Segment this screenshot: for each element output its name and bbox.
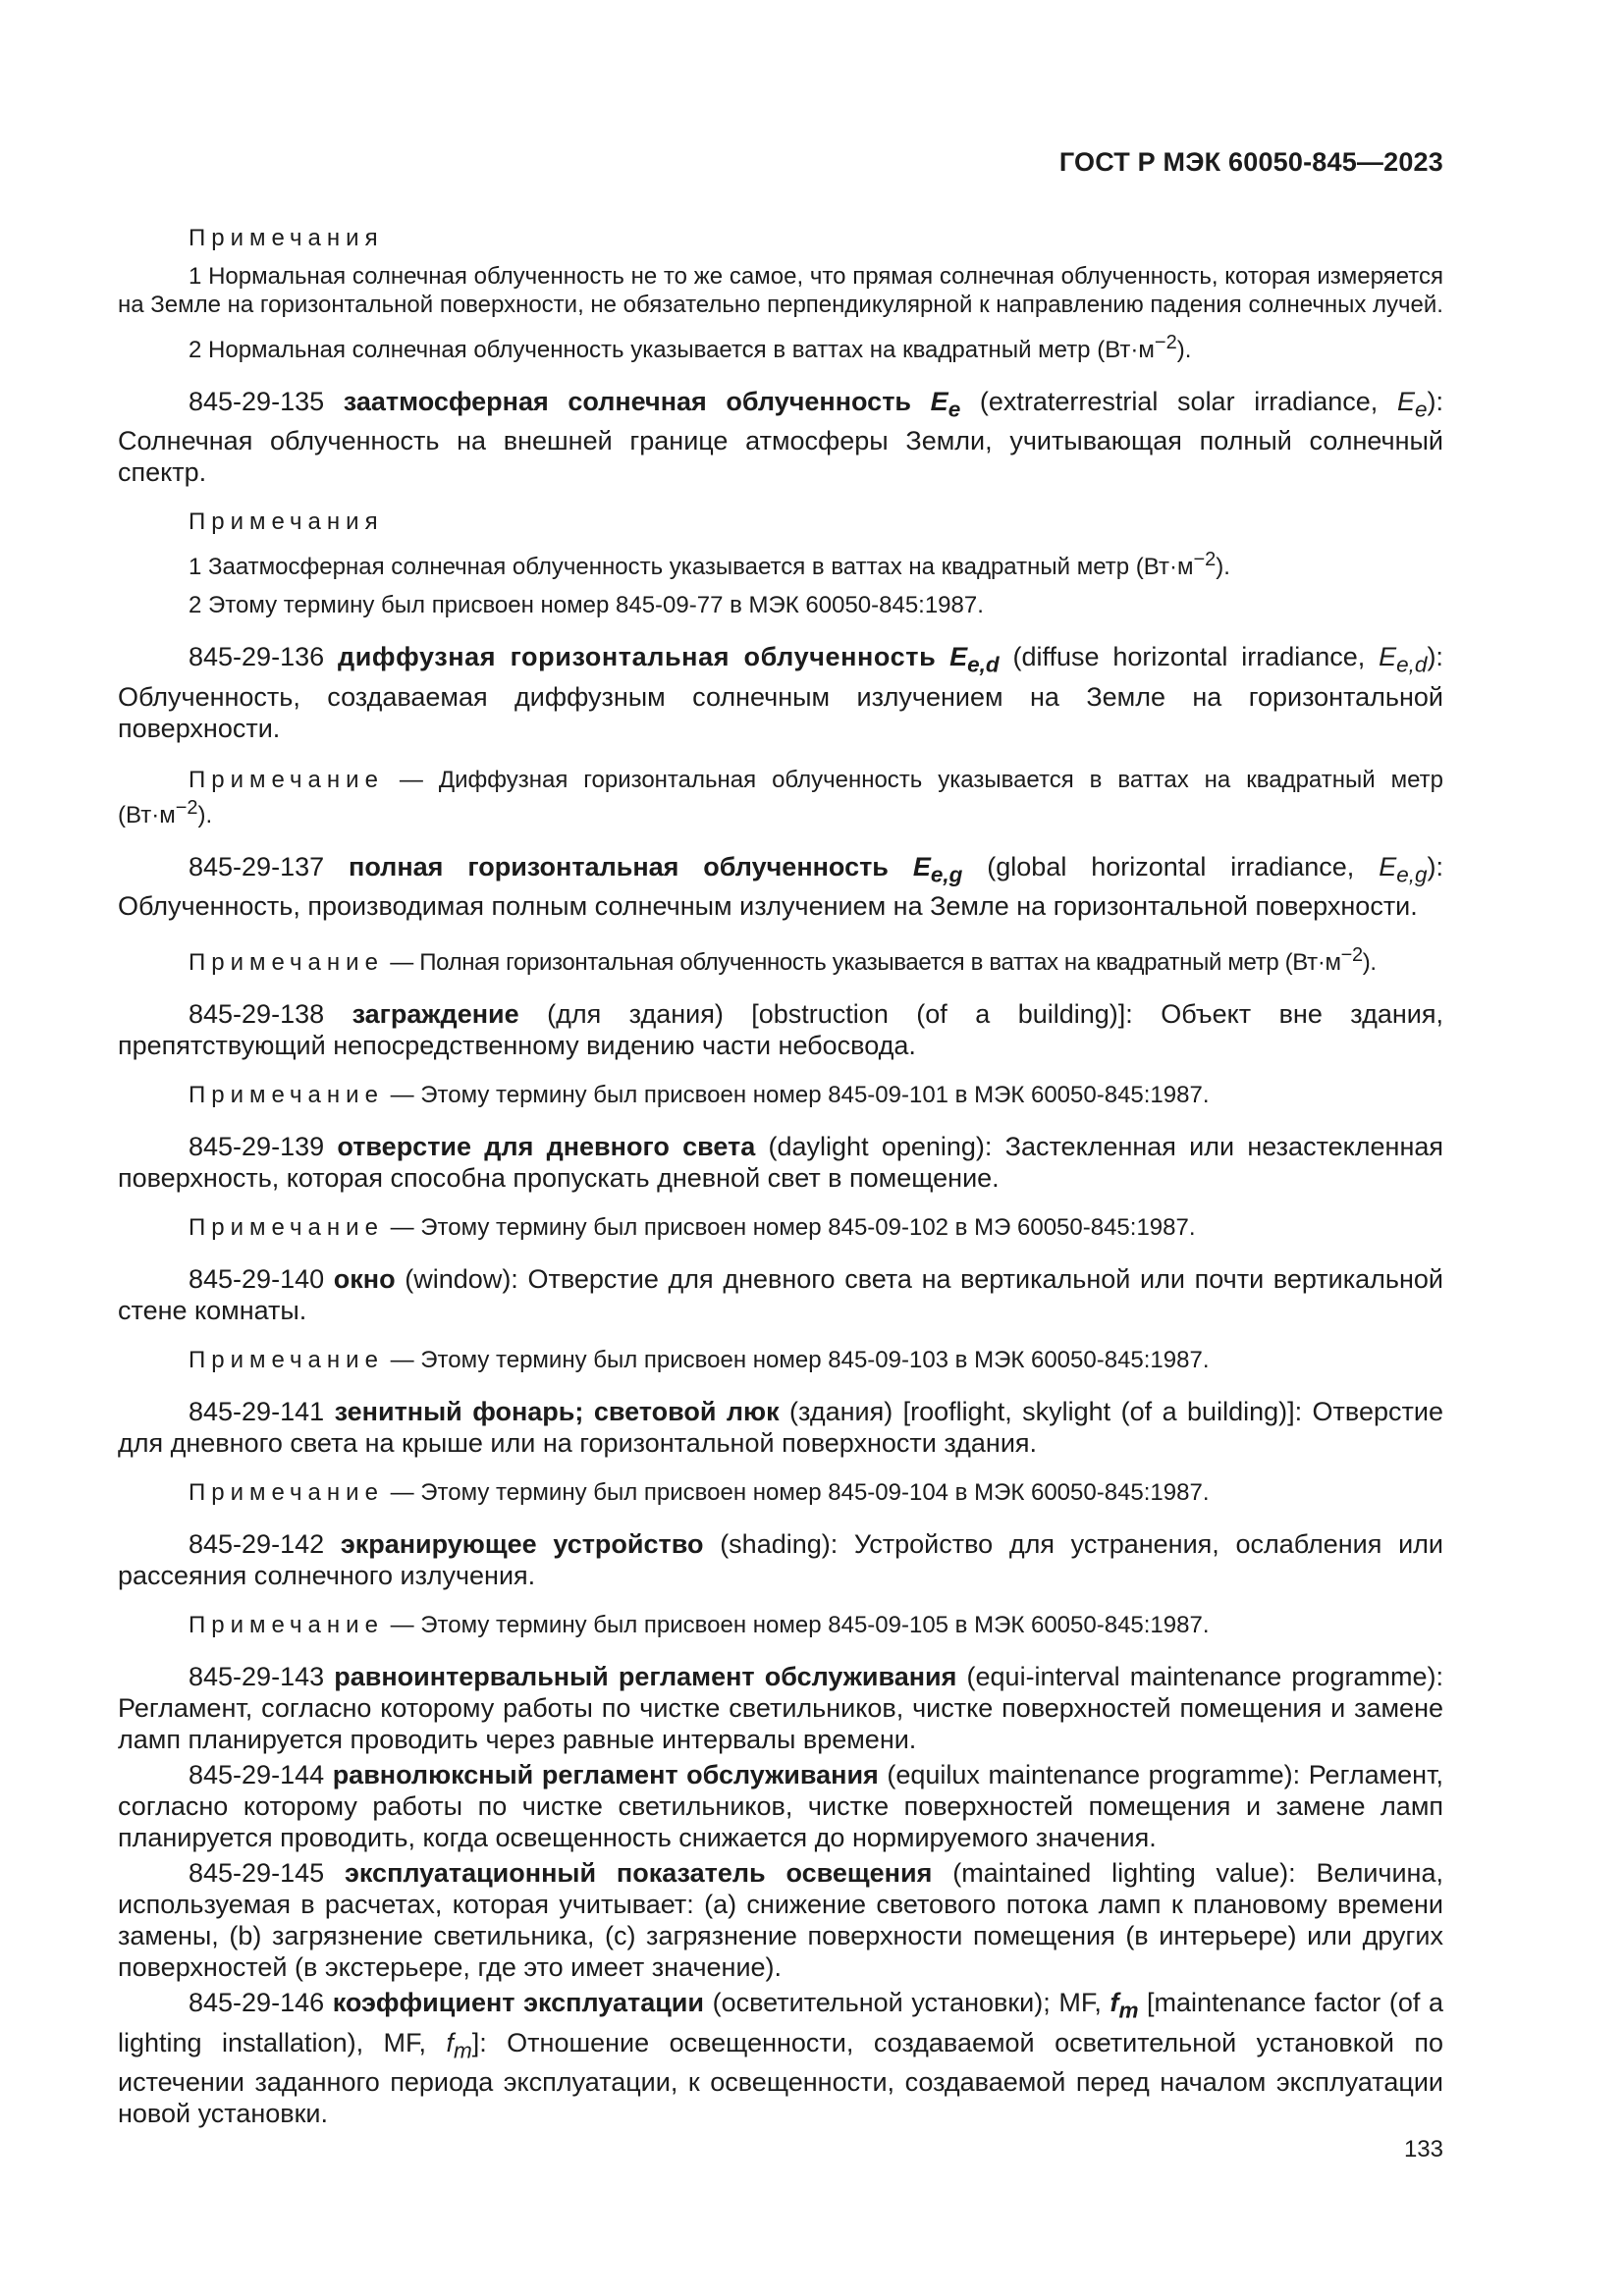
term-symbol: E — [930, 387, 948, 416]
term-entry-145 — [118, 1857, 1443, 1983]
term-number: 845-29-139 — [189, 1132, 325, 1162]
note-inline: Примечание — Этому термину был присвоен номер 845-09-103 в МЭК 60050-845:1987. — [189, 1347, 1210, 1374]
note-inline: Примечание — Диффузная горизонтальная облученность указывается в ваттах на квадратный метр $(Вт\cdot м^{-2})$. — [118, 766, 1443, 828]
term-entry-139 — [118, 1131, 1443, 1194]
term-number: 845-29-141 — [189, 1397, 325, 1427]
term-name: эксплуатационный показатель освещения — [344, 1858, 933, 1889]
note-inline: Примечание — Этому термину был присвоен номер 845-09-101 в МЭК 60050-845:1987. — [189, 1082, 1210, 1109]
term-number: 845-29-136 — [189, 642, 325, 672]
term-entry-142 — [118, 1528, 1443, 1591]
note-inline: Примечание — Полная горизонтальная облученность указывается в ваттах на квадратный метр $(Вт\cdot м^{-2})$. — [189, 944, 1377, 977]
term-name: заграждение — [352, 999, 519, 1030]
note-inline: Примечание — Этому термину был присвоен номер 845-09-104 в МЭК 60050-845:1987. — [189, 1479, 1210, 1507]
term-number: 845-29-138 — [189, 999, 325, 1030]
note-item: 2 Этому термину был присвоен номер 845-09-77 в МЭК 60050-845:1987. — [189, 592, 984, 619]
term-definition: (shading): Устройство для устранения, ослабления или рассеяния солнечного излучения. — [118, 1529, 1443, 1591]
term-entry-141 — [118, 1396, 1443, 1459]
term-definition: ): Солнечная облученность на внешней границе атмосферы Земли, учитывающая полный солнечный спектр. — [118, 387, 1443, 488]
term-symbol: E — [949, 642, 968, 672]
term-definition: ): Облученность, производимая полным солнечным излучением на Земле на горизонтальной поверхности. — [118, 851, 1443, 922]
term-definition: ]: Отношение освещенности, создаваемой осветительной установкой по истечении заданного периода эксплуатации, к освещенности, создаваемой перед началом эксплуатации новой установки. — [118, 2027, 1443, 2128]
term-entry-135: 845-29-135 заатмосферная солнечная облученность $E_e$ (extraterrestrial solar irradiance, $E_e$): Солнечная облученность на внешней границе атмосферы Земли, учитывающая полный солнечный спектр. — [118, 387, 1443, 488]
term-symbol: f — [1110, 1988, 1119, 2018]
term-entry-144 — [118, 1759, 1443, 1853]
term-number: 845-29-140 — [189, 1264, 325, 1295]
term-number: 845-29-143 — [189, 1662, 325, 1692]
term-definition: (здания) [rooflight, skylight (of a building)]: Отверстие для дневного света на крыше или на горизонтальной поверхности здания. — [118, 1397, 1443, 1459]
term-entry-138 — [118, 998, 1443, 1061]
term-entry-137: 845-29-137 полная горизонтальная облученность $E_{e,g}$ (global horizontal irradiance, $E_{e,g}$): Облученность, производимая полным солнечным излучением на Земле на горизонтальной поверхности. — [118, 851, 1443, 922]
term-name: равноинтервальный регламент обслуживания — [334, 1662, 957, 1692]
note-inline: Примечание — Этому термину был присвоен номер 845-09-105 в МЭК 60050-845:1987. — [189, 1612, 1210, 1639]
term-entry-140 — [118, 1263, 1443, 1326]
note-inline: Примечание — Этому термину был присвоен номер 845-09-102 в МЭ 60050-845:1987. — [189, 1214, 1196, 1242]
document-code-header: ГОСТ Р МЭК 60050-845—2023 — [1058, 147, 1443, 177]
term-definition: (maintained lighting value): Величина, используемая в расчетах, которая учитывает: (a) снижение светового потока ламп к плановому времени замены, (b) загрязнение светильника, (c) загрязнение поверхности помещения (в интерьере) или других поверхностей (в экстерьере, где это имеет значение). — [118, 1858, 1443, 1983]
term-definition: ): Облученность, создаваемая диффузным солнечным излучением на Земле на горизонтальной поверхности. — [118, 642, 1443, 743]
term-definition: (window): Отверстие для дневного света на вертикальной или почти вертикальной стене комнаты. — [118, 1264, 1443, 1326]
term-definition: (equilux maintenance programme): Регламент, согласно которому работы по чистке светильников, чистке поверхностей помещения и замене ламп планируется проводить, когда освещенность снижается до нормируемого значения. — [118, 1760, 1443, 1853]
note-item: 1 Нормальная солнечная облученность не то же самое, что прямая солнечная облученность, которая измеряется на Земле на горизонтальной поверхности, не обязательно перпендикулярной к направлению падения солнечных лучей. — [118, 263, 1443, 318]
term-definition: (equi-interval maintenance programme): Регламент, согласно которому работы по чистке светильников, чистке поверхностей помещения и замене ламп планируется проводить через равные интервалы времени. — [118, 1662, 1443, 1755]
term-name: коэффициент эксплуатации — [332, 1988, 705, 2018]
term-name: отверстие для дневного света — [337, 1132, 756, 1162]
term-number: 845-29-146 — [189, 1988, 325, 2018]
term-number: 845-29-135 — [189, 387, 325, 416]
note-item: 2 Нормальная солнечная облученность указывается в ваттах на квадратный метр $(Вт\cdot м^{-2})$. — [189, 332, 1192, 363]
term-entry-146: 845-29-146 коэффициент эксплуатации (осветительной установки); MF, $f_m$ [maintenance factor (of a lighting installation), MF, $f_m$]: Отношение освещенности, создаваемой осветительной установкой по истечении заданного периода эксплуатации, к освещенности, создаваемой перед началом эксплуатации новой установки. — [118, 1988, 1443, 2128]
term-name: заатмосферная солнечная облученность — [343, 387, 912, 416]
term-name: экранирующее устройство — [340, 1529, 704, 1560]
term-entry-136: 845-29-136 диффузная горизонтальная облученность $E_{e,d}$ (diffuse horizontal irradiance, $E_{e,d}$): Облученность, создаваемая диффузным солнечным излучением на Земле на горизонтальной поверхности. — [118, 642, 1443, 743]
term-number: 845-29-145 — [189, 1858, 325, 1889]
term-definition: (daylight opening): Застекленная или незастекленная поверхность, которая способна пропускать дневной свет в помещение. — [118, 1132, 1443, 1194]
term-number: 845-29-144 — [189, 1760, 325, 1790]
notes-heading: Примечания — [189, 225, 384, 251]
page-number: 133 — [1403, 2136, 1443, 2163]
term-name: равнолюксный регламент обслуживания — [332, 1760, 879, 1790]
notes-heading: Примечания — [189, 508, 384, 536]
term-name: полная горизонтальная облученность — [349, 851, 889, 881]
term-definition: (для здания) [obstruction (of a building)]: Объект вне здания, препятствующий непосредственному видению части небосвода. — [118, 999, 1443, 1061]
term-name: диффузная горизонтальная облученность — [337, 642, 937, 672]
term-name: зенитный фонарь; световой люк — [334, 1397, 780, 1427]
page-content — [118, 224, 1443, 2133]
term-symbol: E — [912, 851, 931, 881]
term-name: окно — [333, 1264, 396, 1295]
note-item: 1 Заатмосферная солнечная облученность указывается в ваттах на квадратный метр $(Вт\cdot м^{-2})$. — [189, 549, 1230, 581]
term-entry-143 — [118, 1661, 1443, 1755]
term-number: 845-29-142 — [189, 1529, 325, 1560]
term-number: 845-29-137 — [189, 851, 325, 881]
